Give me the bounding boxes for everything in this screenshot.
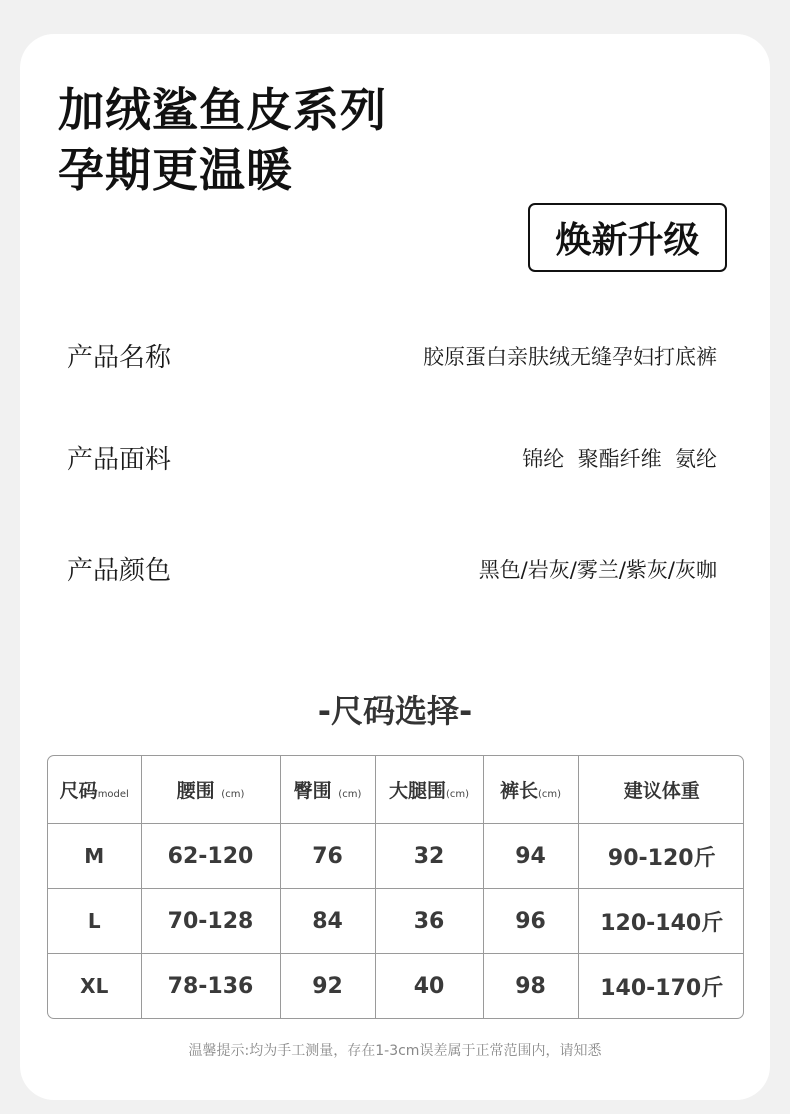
cell-length: 94 [483,824,578,889]
cell-hip: 84 [280,889,375,954]
info-label: 产品颜色 [67,556,172,586]
cell-thigh: 32 [375,824,483,889]
table-row [48,954,744,1018]
cell-waist: 78-136 [141,954,280,1018]
cell-waist: 70-128 [141,889,280,954]
info-value: 黑色/岩灰/雾兰/紫灰/灰咖 [478,557,717,582]
cell-size: M [48,824,141,889]
cell-length: 96 [483,889,578,954]
header-hip: 臀围 (cm) [280,756,375,824]
cell-thigh: 36 [375,889,483,954]
info-value: 胶原蛋白亲肤绒无缝孕妇打底裤 [423,344,717,369]
headline-line-2: 孕期更温暖 [58,143,293,197]
info-label: 产品名称 [67,343,172,373]
info-row-colors [67,550,717,587]
size-section-title: -尺码选择- [317,692,473,730]
table-header-row [48,756,744,824]
cell-weight: 140-170斤 [600,975,724,1001]
headline-line-1: 加绒鲨鱼皮系列 [58,83,387,137]
cell-waist: 62-120 [141,824,280,889]
info-row-material [67,439,717,476]
header-weight: 建议体重 [578,756,744,824]
cell-weight: 120-140斤 [578,889,744,954]
size-table [47,755,744,1019]
table-row [48,824,744,889]
headline [58,80,387,200]
measurement-note: 温馨提示:均为手工测量，存在1-3cm误差属于正常范围内，请知悉 [188,1043,602,1059]
header-waist: 腰围 (cm) [141,756,280,824]
header-size: 尺码model [48,756,141,824]
cell-length: 98 [483,954,578,1018]
cell-size: XL [48,954,141,1018]
cell-weight: 90-120斤 [578,824,744,889]
header-thigh: 大腿围(cm) [375,756,483,824]
info-label: 产品面料 [67,445,172,475]
info-row-product-name [67,337,717,374]
cell-hip: 76 [280,824,375,889]
table-row [48,889,744,954]
cell-hip: 92 [280,954,375,1018]
info-value: 锦纶 聚酯纤维 氨纶 [522,446,717,471]
upgrade-badge: 焕新升级 [528,203,727,272]
header-length: 裤长(cm) [483,756,578,824]
cell-size: L [48,889,141,954]
cell-thigh: 40 [375,954,483,1018]
